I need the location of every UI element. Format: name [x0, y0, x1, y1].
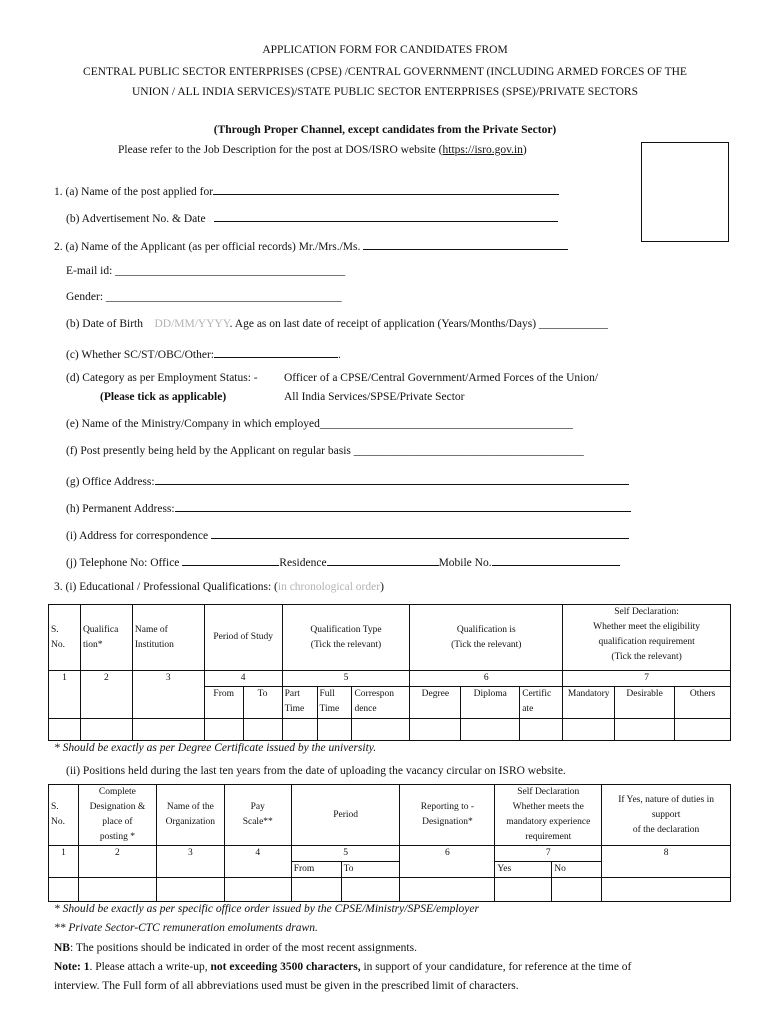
sub-text: Time — [284, 704, 305, 714]
th-text: Complete — [98, 787, 136, 797]
qual-sub-cert — [520, 687, 563, 719]
q1a-label: 1. (a) Name of the post applied for — [54, 186, 214, 198]
qual-th-self — [563, 605, 731, 671]
pos-sub-yes: Yes — [495, 862, 552, 878]
permanent-address-field[interactable] — [175, 499, 631, 512]
qual-header-row — [49, 605, 731, 671]
positions-footnote-1: * Should be exactly as per specific office order issued by the CPSE/Ministry/SPSE/employer — [54, 903, 479, 915]
qual-th-sno — [49, 605, 81, 671]
q1b-row — [66, 209, 558, 225]
pos-num: 2 — [78, 846, 156, 878]
q2a-row — [54, 237, 568, 253]
office-address-field[interactable] — [155, 472, 629, 485]
permanent-address-label: (h) Permanent Address: — [66, 503, 175, 515]
category-end: . — [338, 349, 341, 361]
office-address-row — [66, 472, 629, 488]
pos-num: 4 — [224, 846, 291, 878]
qual-num: 2 — [80, 671, 132, 719]
qual-sub-to: To — [243, 687, 282, 719]
th-text: Organization — [165, 817, 216, 827]
qual-heading-text: 3. (i) Educational / Professional Qualifications: ( — [54, 581, 278, 593]
form-title-line3: UNION / ALL INDIA SERVICES)/STATE PUBLIC SECTOR ENTERPRISES (SPSE)/PRIVATE SECTORS — [131, 86, 639, 98]
note-1 — [54, 961, 631, 973]
qual-cell[interactable] — [410, 719, 461, 741]
form-title-line2: CENTRAL PUBLIC SECTOR ENTERPRISES (CPSE) /CENTRAL GOVERNMENT (INCLUDING ARMED FORCES OF THE — [83, 66, 687, 78]
qual-sub-part — [282, 687, 317, 719]
sub-text: Part — [284, 689, 300, 699]
th-text: Whether meets the — [512, 802, 584, 812]
note-text: . Please attach a write-up, — [89, 961, 211, 973]
gender-field[interactable]: Gender: _________________________________________ — [66, 291, 342, 303]
pos-num: 5 — [291, 846, 400, 862]
pos-sub-to: To — [341, 862, 400, 878]
email-field[interactable]: E-mail id: ________________________________________ — [66, 265, 346, 277]
qual-num: 5 — [282, 671, 410, 687]
pos-th-sno — [49, 785, 79, 846]
pos-sub-from: From — [291, 862, 341, 878]
qual-cell[interactable] — [615, 719, 675, 741]
dob-field[interactable]: DD/MM/YYYY — [154, 318, 230, 330]
refer-line — [118, 144, 527, 156]
th-text: Self Declaration: — [614, 607, 679, 617]
post-held-field[interactable]: (f) Post presently being held by the Applicant on regular basis ________________________________________ — [66, 445, 584, 457]
age-label: . Age as on last date of receipt of application (Years/Months/Days) ____________ — [229, 318, 608, 330]
dob-row — [66, 318, 608, 330]
th-text: Designation* — [422, 817, 473, 827]
note-1-line2: interview. The Full form of all abbreviations used must be given in the prescribed limit of characters. — [54, 980, 519, 992]
tick-instruction: (Please tick as applicable) — [100, 391, 227, 403]
q2a-label: 2. (a) Name of the Applicant (as per official records) Mr./Mrs./Ms. — [54, 241, 361, 253]
photo-box[interactable] — [641, 142, 729, 242]
th-text: tion* — [82, 639, 103, 650]
pos-num: 6 — [400, 846, 495, 878]
qual-num: 3 — [132, 671, 204, 719]
qual-th-period: Period of Study — [204, 605, 282, 671]
pos-cell[interactable] — [291, 878, 341, 902]
qual-cell[interactable] — [520, 719, 563, 741]
qual-th-type — [282, 605, 410, 671]
channel-note: (Through Proper Channel, except candidates from the Private Sector) — [213, 124, 557, 136]
qual-cell[interactable] — [49, 719, 81, 741]
nb-label: NB — [54, 942, 70, 954]
nb-note — [54, 942, 417, 954]
qual-heading-end: ) — [380, 581, 384, 593]
pos-th-org — [156, 785, 224, 846]
office-address-label: (g) Office Address: — [66, 476, 155, 488]
th-text: requirement — [525, 832, 572, 842]
emp-status-label: (d) Category as per Employment Status: - — [66, 372, 258, 384]
qual-sub-diploma: Diploma — [461, 687, 520, 719]
qual-cell[interactable] — [80, 719, 132, 741]
form-title: APPLICATION FORM FOR CANDIDATES FROM — [262, 44, 508, 56]
th-text: S. — [51, 802, 59, 812]
pos-cell[interactable] — [495, 878, 552, 902]
sub-text: Certific — [522, 689, 552, 699]
pos-cell[interactable] — [552, 878, 602, 902]
th-text: Institution — [134, 639, 174, 650]
correspondence-field[interactable] — [211, 526, 629, 539]
mobile-label: Mobile No. — [438, 557, 492, 569]
pos-cell[interactable] — [602, 878, 731, 902]
pos-num: 7 — [495, 846, 602, 862]
sub-text: ate — [522, 704, 534, 714]
q1a-row — [54, 182, 559, 198]
note-text: in support of your candidature, for reference at the time of — [360, 961, 632, 973]
qual-sub-corr — [352, 687, 410, 719]
qual-number-row — [49, 671, 731, 687]
qualifications-footnote: * Should be exactly as per Degree Certificate issued by the university. — [54, 742, 377, 754]
office-phone-field[interactable] — [182, 553, 279, 566]
th-text: Qualification Type — [310, 624, 382, 635]
th-text: Qualification is — [456, 624, 516, 635]
qual-th-institution — [132, 605, 204, 671]
pos-th-reporting — [400, 785, 495, 846]
sub-text: Full — [319, 689, 335, 699]
th-text: posting * — [99, 832, 135, 842]
q1b-label: (b) Advertisement No. & Date — [66, 213, 206, 225]
correspondence-label: (i) Address for correspondence — [66, 530, 209, 542]
qual-num: 7 — [563, 671, 731, 687]
qual-sub-others: Others — [675, 687, 731, 719]
refer-prefix: Please refer to the Job Description for the post at DOS/ISRO website ( — [118, 144, 443, 156]
refer-suffix: ) — [522, 144, 527, 156]
pos-th-period: Period — [291, 785, 400, 846]
pos-th-designation — [78, 785, 156, 846]
pos-num: 8 — [602, 846, 731, 878]
th-text: (Tick the relevant) — [451, 639, 522, 650]
pos-num: 1 — [49, 846, 79, 878]
qual-sub-desirable: Desirable — [615, 687, 675, 719]
th-text: Whether meet the eligibility — [593, 622, 700, 632]
qualifications-heading — [54, 581, 384, 593]
qual-cell[interactable] — [204, 719, 243, 741]
pos-cell[interactable] — [49, 878, 79, 902]
category-field[interactable] — [214, 345, 338, 358]
qual-cell[interactable] — [675, 719, 731, 741]
pos-cell[interactable] — [400, 878, 495, 902]
pos-number-row — [49, 846, 731, 862]
qual-num: 4 — [204, 671, 282, 687]
category-row — [66, 345, 341, 361]
pos-cell[interactable] — [224, 878, 291, 902]
positions-footnote-2: ** Private Sector-CTC remuneration emoluments drawn. — [54, 922, 318, 934]
pos-entry-row[interactable] — [49, 878, 731, 902]
nb-text: : The positions should be indicated in order of the most recent assignments. — [69, 942, 417, 954]
qual-num: 6 — [410, 671, 563, 687]
qual-sub-degree: Degree — [410, 687, 461, 719]
positions-heading: (ii) Positions held during the last ten years from the date of uploading the vacancy circular on ISRO website. — [66, 765, 566, 777]
applicant-name-field[interactable] — [363, 237, 568, 250]
th-text: Scale** — [242, 817, 273, 827]
qual-heading-gray: in chronological order — [277, 581, 381, 593]
pos-header-row — [49, 785, 731, 846]
mobile-field[interactable] — [492, 553, 620, 566]
qual-sub-mandatory: Mandatory — [563, 687, 615, 719]
residence-phone-field[interactable] — [327, 553, 439, 566]
th-text: of the declaration — [632, 824, 700, 835]
th-text: S. — [51, 624, 59, 635]
qual-num: 1 — [49, 671, 81, 719]
residence-label: Residence — [279, 557, 327, 569]
qual-entry-row[interactable] — [49, 719, 731, 741]
advertisement-field[interactable] — [214, 209, 558, 222]
sub-text: dence — [354, 704, 377, 714]
note-bold: not exceeding 3500 characters, — [210, 961, 361, 973]
qual-th-is — [410, 605, 563, 671]
th-text: (Tick the relevant) — [611, 652, 682, 662]
pos-cell[interactable] — [341, 878, 400, 902]
th-text: Designation & — [89, 802, 146, 812]
emp-option-1[interactable]: Officer of a CPSE/Central Government/Armed Forces of the Union/ — [284, 372, 599, 384]
qual-sub-full — [317, 687, 352, 719]
qual-cell[interactable] — [317, 719, 352, 741]
th-text: Name of the — [166, 802, 214, 812]
th-text: No. — [51, 817, 65, 827]
qual-cell[interactable] — [282, 719, 317, 741]
positions-table — [48, 784, 731, 902]
pos-th-nature — [602, 785, 731, 846]
correspondence-row — [66, 526, 629, 542]
th-text: Qualifica — [82, 624, 119, 635]
th-text: (Tick the relevant) — [310, 639, 382, 650]
th-text: Pay — [250, 802, 265, 812]
dob-label: (b) Date of Birth — [66, 318, 143, 330]
permanent-address-row — [66, 499, 631, 515]
ministry-field[interactable]: (e) Name of the Ministry/Company in which employed____________________________________________ — [66, 418, 573, 430]
post-applied-field[interactable] — [213, 182, 559, 195]
telephone-label: (j) Telephone No: Office — [66, 557, 180, 569]
qual-sub-from: From — [204, 687, 243, 719]
sub-text: Time — [319, 704, 340, 714]
qualifications-table — [48, 604, 731, 741]
th-text: qualification requirement — [598, 637, 695, 647]
pos-th-self — [495, 785, 602, 846]
th-text: Name of — [134, 624, 168, 635]
th-text: place of — [102, 817, 133, 827]
pos-sub-no: No — [552, 862, 602, 878]
th-text: If Yes, nature of duties in support — [618, 794, 714, 820]
th-text: mandatory experience — [506, 817, 591, 827]
qual-cell[interactable] — [132, 719, 204, 741]
isro-link[interactable]: https://isro.gov.in — [442, 144, 523, 156]
telephone-row — [66, 553, 620, 569]
note-label: Note: 1 — [54, 961, 90, 973]
qual-cell[interactable] — [563, 719, 615, 741]
pos-num: 3 — [156, 846, 224, 878]
th-text: Reporting to - — [420, 802, 475, 812]
qual-cell[interactable] — [243, 719, 282, 741]
category-label: (c) Whether SC/ST/OBC/Other: — [66, 349, 214, 361]
pos-cell[interactable] — [78, 878, 156, 902]
th-text: No. — [51, 639, 65, 650]
qual-th-qualification — [80, 605, 132, 671]
sub-text: Correspon — [354, 689, 395, 699]
pos-cell[interactable] — [156, 878, 224, 902]
emp-option-2[interactable]: All India Services/SPSE/Private Sector — [284, 391, 465, 403]
qual-cell[interactable] — [352, 719, 410, 741]
th-text: Self Declaration — [517, 787, 580, 797]
pos-th-pay — [224, 785, 291, 846]
qual-cell[interactable] — [461, 719, 520, 741]
